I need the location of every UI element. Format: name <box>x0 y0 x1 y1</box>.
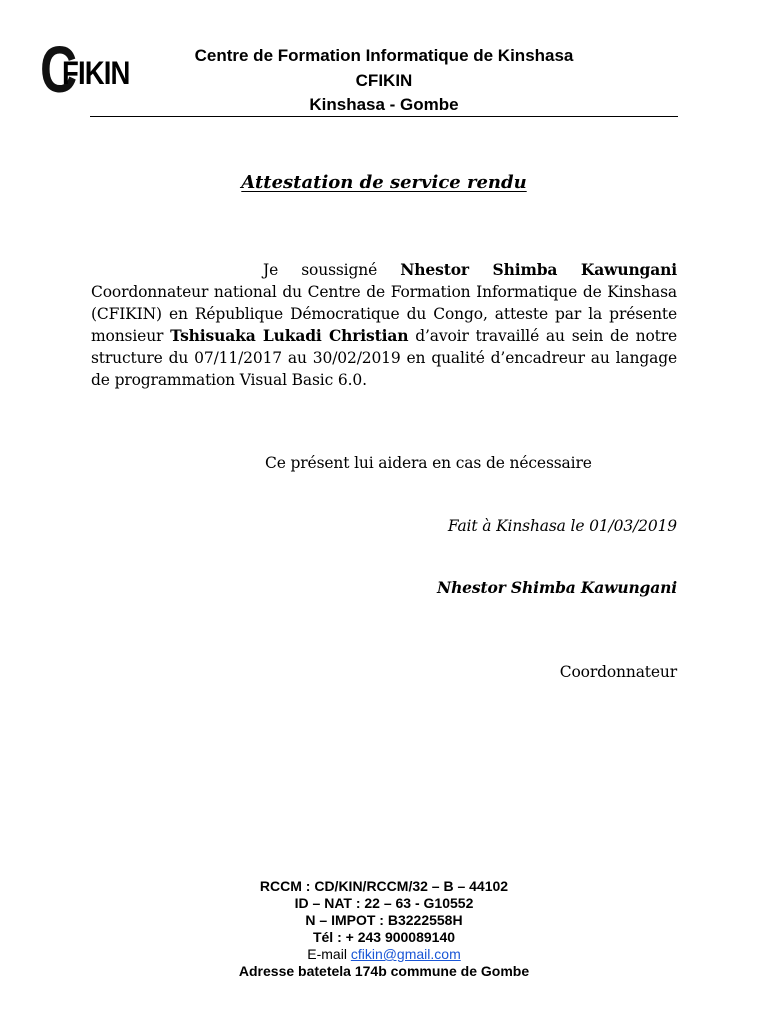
document-title-text: Attestation de service rendu <box>241 172 527 193</box>
footer-email-link[interactable]: cfikin@gmail.com <box>350 946 461 962</box>
document-title <box>0 170 768 196</box>
body-intro: Je soussigné <box>263 261 401 279</box>
institution-name: Centre de Formation Informatique de Kinshasa <box>194 46 574 65</box>
body-end: d’avoir travaillé au sein de notre structure du 07/11/2017 au 30/02/2019 en qualité d’encadreur au langage de programmation Visual Basic 6.0. <box>91 327 677 389</box>
beneficiary-name: Tshisuaka Lukadi Christian <box>170 326 409 345</box>
footer-rccm: RCCM : CD/KIN/RCCM/32 – B – 44102 <box>259 878 509 894</box>
signature-role: Coordonnateur <box>559 663 677 681</box>
signer-name-inline: Nhestor Shimba Kawungani <box>400 260 677 279</box>
footer-email-label: E-mail <box>307 946 351 962</box>
signature-name: Nhestor Shimba Kawungani <box>437 578 677 597</box>
footer-address: Adresse batetela 174b commune de Gombe <box>238 963 530 979</box>
header-divider <box>90 116 678 117</box>
institution-acronym: CFIKIN <box>355 70 413 90</box>
closing-line: Ce présent lui aidera en cas de nécessaire <box>265 454 592 472</box>
attestation-paragraph <box>91 259 677 391</box>
footer-id-nat: ID – NAT : 22 – 63 - G10552 <box>294 895 474 911</box>
logo-wordmark: FIKIN <box>62 55 130 91</box>
footer-impot: N – IMPOT : B3222558H <box>305 912 463 928</box>
letterhead <box>90 44 678 118</box>
footer-tel: Tél : + 243 900089140 <box>312 929 456 945</box>
footer-legal-info <box>0 878 768 980</box>
place-and-date: Fait à Kinshasa le 01/03/2019 <box>447 517 677 535</box>
institution-location: Kinshasa - Gombe <box>309 95 459 114</box>
footer-email-line <box>0 946 768 963</box>
logo-big-letter: C <box>40 32 76 106</box>
body-middle: Coordonnateur national du Centre de Formation Informatique de Kinshasa (CFIKIN) en République Démocratique du Congo, atteste par la présente monsieur <box>91 283 677 345</box>
